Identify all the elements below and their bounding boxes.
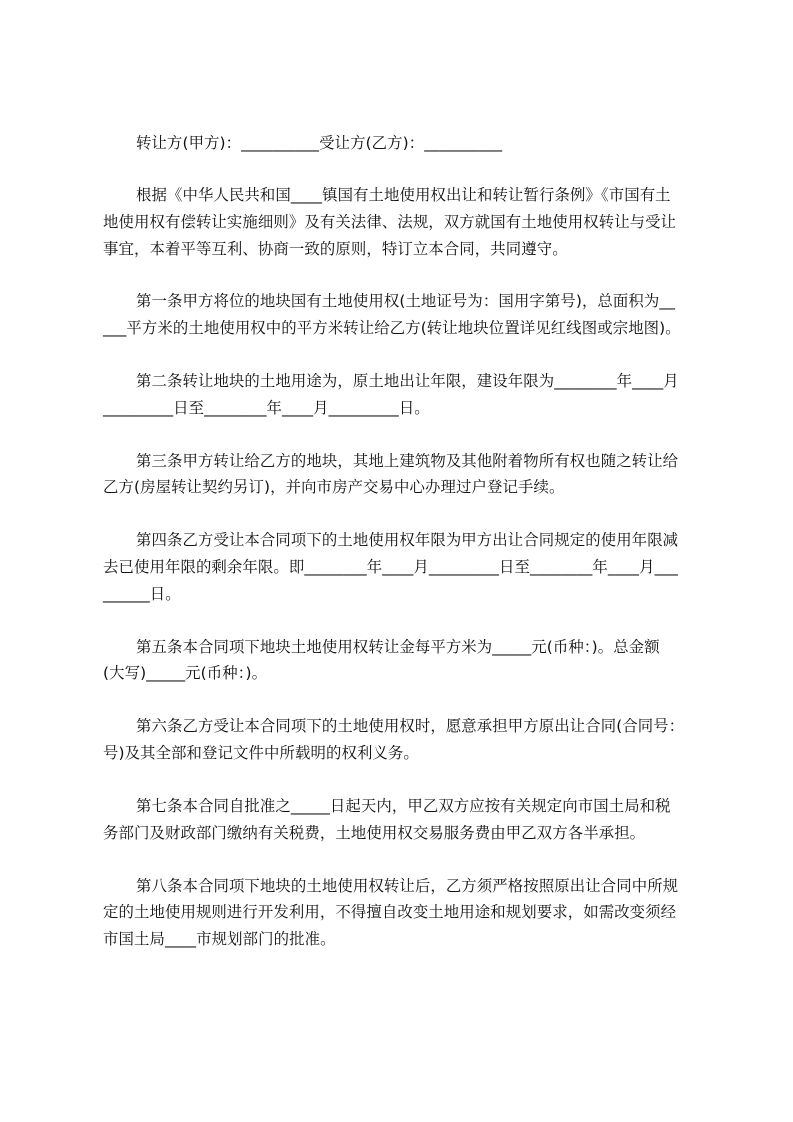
preamble-line-3: 事宜，本着平等互利、协商一致的原则，特订立本合同，共同遵守。 bbox=[103, 240, 568, 258]
article-5-line-2: (大写)_____元(币种：)。 bbox=[103, 664, 268, 682]
article-8-line-3: 市国土局____市规划部门的批准。 bbox=[103, 930, 336, 948]
article-1-line-2: ___平方米的土地使用权中的平方米转让给乙方(转让地块位置详见红线图或宗地图)。 bbox=[103, 319, 681, 337]
article-3-line-2: 乙方(房屋转让契约另订)，并向市房产交易中心办理过户登记手续。 bbox=[103, 478, 565, 496]
article-2-line-2: _________日至________年____月_________日。 bbox=[103, 399, 430, 417]
preamble-line-1: 根据《中华人民共和国____镇国有土地使用权出让和转让暂行条例》《市国有土 bbox=[136, 186, 671, 204]
article-1-line-1: 第一条甲方将位的地块国有土地使用权(土地证号为：国用字第号)，总面积为__ bbox=[136, 292, 675, 310]
article-6-line-2: 号)及其全部和登记文件中所载明的权利义务。 bbox=[103, 744, 419, 762]
article-2-line-1: 第二条转让地块的土地用途为，原土地出让年限，建设年限为________年____月 bbox=[136, 372, 679, 390]
article-7-line-1: 第七条本合同自批准之_____日起天内，甲乙双方应按有关规定向市国土局和税 bbox=[136, 797, 671, 815]
article-5-line-1: 第五条本合同项下地块土地使用权转让金每平方米为_____元(币种：)。总金额 bbox=[136, 638, 660, 656]
article-6-line-1: 第六条乙方受让本合同项下的土地使用权时，愿意承担甲方原出让合同(合同号： bbox=[136, 717, 685, 735]
parties-line: 转让方(甲方)：__________受让方(乙方)：__________ bbox=[136, 134, 503, 152]
article-8-line-2: 定的土地使用规则进行开发利用，不得擅自改变土地用途和规划要求，如需改变须经 bbox=[103, 903, 677, 921]
article-7-line-2: 务部门及财政部门缴纳有关税费，土地使用权交易服务费由甲乙双方各半承担。 bbox=[103, 824, 646, 842]
preamble-line-2: 地使用权有偿转让实施细则》及有关法律、法规，双方就国有土地使用权转让与受让 bbox=[103, 213, 677, 231]
article-3-line-1: 第三条甲方转让给乙方的地块，其地上建筑物及其他附着物所有权也随之转让给 bbox=[136, 452, 679, 470]
article-4-line-3: ______日。 bbox=[103, 585, 181, 603]
article-4-line-1: 第四条乙方受让本合同项下的土地使用权年限为甲方出让合同规定的使用年限减 bbox=[136, 531, 679, 549]
article-8-line-1: 第八条本合同项下地块的土地使用权转让后，乙方须严格按照原出让合同中所规 bbox=[136, 877, 679, 895]
article-4-line-2: 去已使用年限的剩余年限。即________年____月_________日至________年____月___ bbox=[103, 558, 678, 576]
